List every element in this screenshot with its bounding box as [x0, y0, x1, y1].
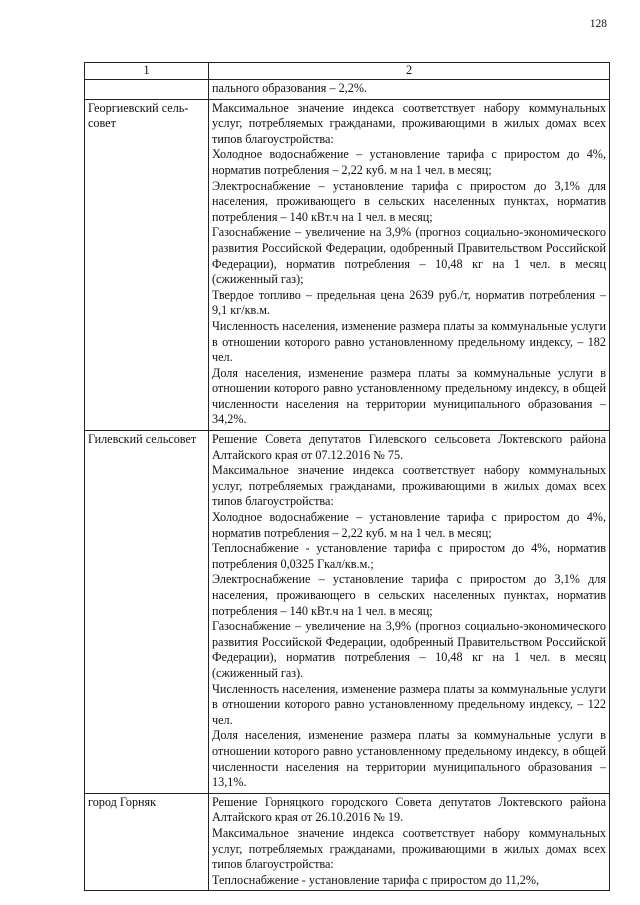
row-description — [209, 431, 610, 794]
paragraph: Теплоснабжение - установление тарифа с приростом до 11,2%, — [212, 872, 540, 887]
paragraph: Холодное водоснабжение – установление тарифа с приростом до 4%, норматив потребления – 2,22 куб. м на 1 чел. в месяц; — [212, 510, 606, 540]
paragraph: Доля населения, изменение размера платы за коммунальные услуги в отношении которого равно установленному предельному индексу, в общей численности населения на территории муниципального образования – 34,2%. — [212, 365, 606, 427]
paragraph: Электроснабжение – установление тарифа с приростом до 3,1% для населения, проживающего в сельских населенных пунктах, норматив потребления – 140 кВт.ч на 1 чел. в месяц; — [212, 178, 606, 224]
row-description — [209, 80, 610, 100]
paragraph: пального образования – 2,2%. — [212, 81, 368, 95]
paragraph: Максимальное значение индекса соответствует набору коммунальных услуг, потребляемых гражданами, проживающими в жилых домах всех типов благоустройства: — [212, 463, 606, 509]
table-row — [85, 99, 610, 430]
paragraph: Теплоснабжение - установление тарифа с приростом до 4%, норматив потребления 0,0325 Гкал/кв.м.; — [212, 541, 606, 571]
paragraph: Доля населения, изменение размера платы за коммунальные услуги в отношении которого равно установленному предельному индексу, в общей численности населения на территории муниципального образования – 13,1%. — [212, 728, 606, 790]
page-number: 128 — [589, 18, 607, 30]
row-description — [209, 99, 610, 430]
paragraph: Твердое топливо – предельная цена 2639 руб./т, норматив потребления – 9,1 кг/кв.м. — [212, 287, 606, 318]
municipality-name — [85, 80, 209, 100]
row-description — [209, 793, 610, 891]
table-row — [85, 80, 610, 100]
table-row — [85, 793, 610, 891]
table-header-row — [85, 63, 610, 80]
paragraph: Газоснабжение – увеличение на 3,9% (прогноз социально-экономического развития Российской Федерации, одобренный Правительством Российской Федерации), норматив потребления – 10,48 кг на 1 чел. в месяц (сжиженный газ); — [212, 225, 606, 287]
paragraph: Максимальное значение индекса соответствует набору коммунальных услуг, потребляемых гражданами, проживающими в жилых домах всех типов благоустройства: — [212, 825, 606, 872]
paragraph: Газоснабжение – увеличение на 3,9% (прогноз социально-экономического развития Российской Федерации, одобренный Правительством Российской Федерации), норматив потребления – 10,48 кг на 1 чел. в месяц (сжиженный газ). — [212, 619, 606, 680]
paragraph: Электроснабжение – установление тарифа с приростом до 3,1% для населения, проживающего в сельских населенных пунктах, норматив потребления – 140 кВт.ч на 1 чел. в месяц; — [212, 572, 606, 618]
municipality-name: Георгиевский сель-совет — [85, 99, 209, 430]
paragraph: Холодное водоснабжение – установление тарифа с приростом до 4%, норматив потребления – 2,22 куб. м на 1 чел. в месяц; — [212, 147, 606, 177]
municipality-name: Гилевский сельсовет — [85, 431, 209, 794]
paragraph: Решение Совета депутатов Гилевского сельсовета Локтевского района Алтайского края от 07.12.2016 № 75. — [212, 432, 606, 462]
municipality-name: город Горняк — [85, 793, 209, 891]
indices-table — [84, 62, 610, 891]
column-header-2: 2 — [209, 63, 610, 80]
paragraph: Решение Горняцкого городского Совета депутатов Локтевского района Алтайского края от 26.10.2016 № 19. — [212, 794, 606, 825]
column-header-1: 1 — [85, 63, 209, 80]
paragraph: Численность населения, изменение размера платы за коммунальные услуги в отношении которого равно установленному предельному индексу, – 182 чел. — [212, 318, 606, 365]
table-row — [85, 431, 610, 794]
paragraph: Численность населения, изменение размера платы за коммунальные услуги в отношении которого равно установленному предельному индексу, – 122 чел. — [212, 681, 606, 727]
paragraph: Максимальное значение индекса соответствует набору коммунальных услуг, потребляемых гражданами, проживающими в жилых домах всех типов благоустройства: — [212, 100, 606, 146]
